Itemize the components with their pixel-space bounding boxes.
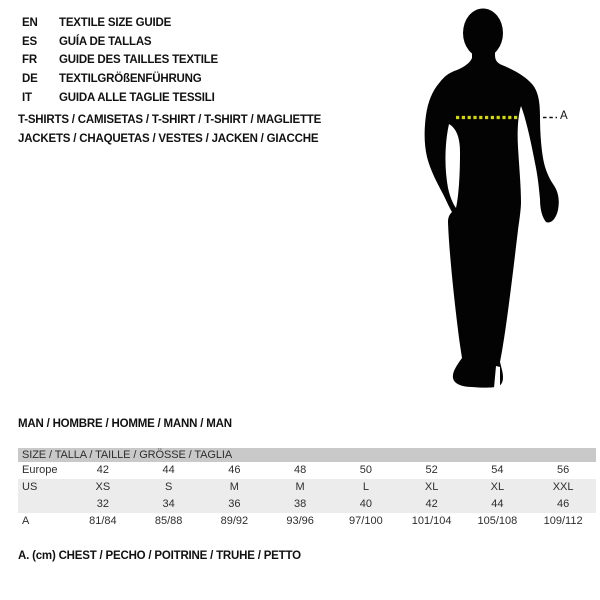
table-cell: S (164, 481, 173, 493)
table-cell: 89/92 (220, 515, 249, 527)
table-cell: 105/108 (477, 515, 518, 527)
table-cell: 97/100 (349, 515, 383, 527)
table-cell: M (229, 481, 239, 493)
measurement-footnote: A. (cm) CHEST / PECHO / POITRINE / TRUHE / PETTO (18, 550, 301, 562)
table-cell: 40 (359, 498, 372, 510)
table-row-us (18, 479, 596, 496)
table-cell: XXL (552, 481, 574, 493)
section-title-man: MAN / HOMBRE / HOMME / MANN / MAN (18, 418, 232, 430)
table-cell: 81/84 (89, 515, 117, 527)
language-code: EN (22, 17, 38, 29)
language-title: GUÍA DE TALLAS (59, 35, 152, 48)
table-cell: M (295, 481, 305, 493)
language-code: IT (22, 91, 32, 104)
table-cell: 34 (162, 498, 175, 510)
language-code: FR (22, 54, 37, 67)
table-cell: 93/96 (286, 515, 314, 527)
table-cell: 85/88 (154, 515, 183, 527)
table-cell: 54 (491, 464, 504, 476)
row-label (18, 496, 70, 513)
garment-categories (18, 111, 321, 148)
category-line-jackets: JACKETS / CHAQUETAS / VESTES / JACKEN / GIACCHE (18, 132, 319, 145)
table-cell: 50 (359, 464, 372, 476)
language-title: GUIDA ALLE TAGLIE TESSILI (59, 91, 215, 104)
table-cell: 44 (162, 464, 175, 476)
language-title: GUIDE DES TAILLES TEXTILE (59, 54, 218, 67)
language-title: TEXTILE SIZE GUIDE (59, 17, 172, 29)
size-table-header: SIZE / TALLA / TAILLE / GRÖSSE / TAGLIA (18, 448, 596, 462)
table-cell: 32 (96, 498, 109, 510)
language-code: ES (22, 35, 37, 48)
table-cell: 101/104 (411, 515, 452, 527)
table-cell: 36 (228, 498, 241, 510)
table-cell: 48 (294, 464, 307, 476)
language-code: DE (22, 73, 38, 86)
table-row-chest-a (18, 513, 596, 530)
category-line-tshirts: T-SHIRTS / CAMISETAS / T-SHIRT / T-SHIRT / MAGLIETTE (18, 114, 322, 126)
silhouette-feet-notch (494, 366, 500, 388)
language-title: TEXTILGRÖßENFÜHRUNG (59, 73, 202, 86)
silhouette-arm-gap (445, 124, 460, 208)
size-table (18, 448, 596, 530)
table-cell: 56 (557, 464, 570, 476)
row-label: Europe (22, 464, 58, 476)
table-row-us-numeric (18, 496, 596, 513)
table-cell: 44 (491, 498, 504, 510)
table-cell: 46 (557, 498, 570, 510)
row-label: A (22, 515, 30, 527)
row-label: US (22, 481, 38, 493)
silhouette-body (425, 50, 559, 388)
table-cell: XL (490, 481, 505, 493)
table-row-europe (18, 462, 596, 479)
table-cell: 42 (96, 464, 109, 476)
table-cell: XL (424, 481, 439, 493)
table-cell: 109/112 (543, 515, 583, 527)
measurement-label-a: A (560, 110, 568, 122)
table-cell: 42 (425, 498, 438, 510)
table-cell: 38 (294, 498, 307, 510)
silhouette-head (463, 9, 503, 58)
table-cell: 46 (228, 464, 241, 476)
table-cell: XS (95, 481, 111, 493)
table-cell: 52 (425, 464, 438, 476)
table-cell: L (362, 481, 369, 493)
